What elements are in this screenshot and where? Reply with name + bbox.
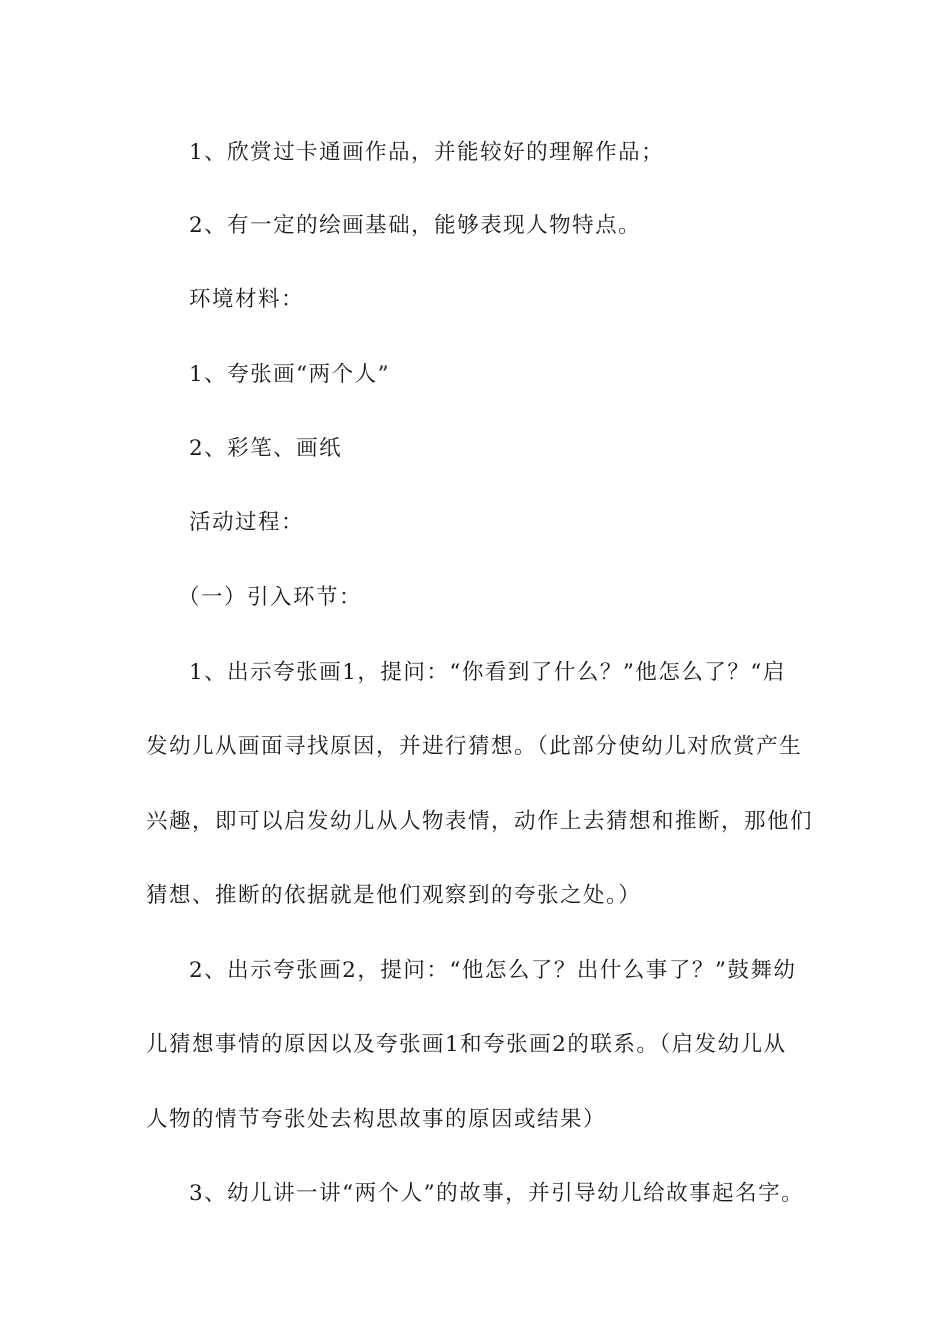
section-heading-process: 活动过程：: [189, 510, 305, 535]
paragraph-1-line-1: 1、出示夸张画1，提问：“你看到了什么？”他怎么了？“启: [189, 660, 786, 685]
paragraph-1-line-3: 兴趣，即可以启发幼儿从人物表情，动作上去猜想和推断，那他们: [146, 809, 814, 834]
section-heading-materials: 环境材料：: [189, 287, 305, 312]
paragraph-2-line-3: 人物的情节夸张处去构思故事的原因或结果）: [146, 1107, 607, 1132]
paragraph-2-line-2: 儿猜想事情的原因以及夸张画1和夸张画2的联系。（启发幼儿从: [146, 1032, 787, 1057]
prerequisite-item-2: 2、有一定的绘画基础，能够表现人物特点。: [189, 213, 642, 238]
material-item-1: 1、夸张画“两个人”: [189, 362, 391, 387]
paragraph-3-line-1: 3、幼儿讲一讲“两个人”的故事，并引导幼儿给故事起名字。: [189, 1181, 805, 1206]
paragraph-1-line-2: 发幼儿从画面寻找原因，并进行猜想。（此部分使幼儿对欣赏产生: [146, 734, 803, 759]
prerequisite-item-1: 1、欣赏过卡通画作品，并能较好的理解作品；: [189, 140, 665, 165]
paragraph-1-line-4: 猜想、推断的依据就是他们观察到的夸张之处。）: [146, 883, 642, 908]
paragraph-2-line-1: 2、出示夸张画2，提问：“他怎么了？出什么事了？”鼓舞幼: [189, 958, 797, 983]
subsection-heading-intro: （一）引入环节：: [178, 585, 363, 610]
material-item-2: 2、彩笔、画纸: [189, 436, 343, 461]
